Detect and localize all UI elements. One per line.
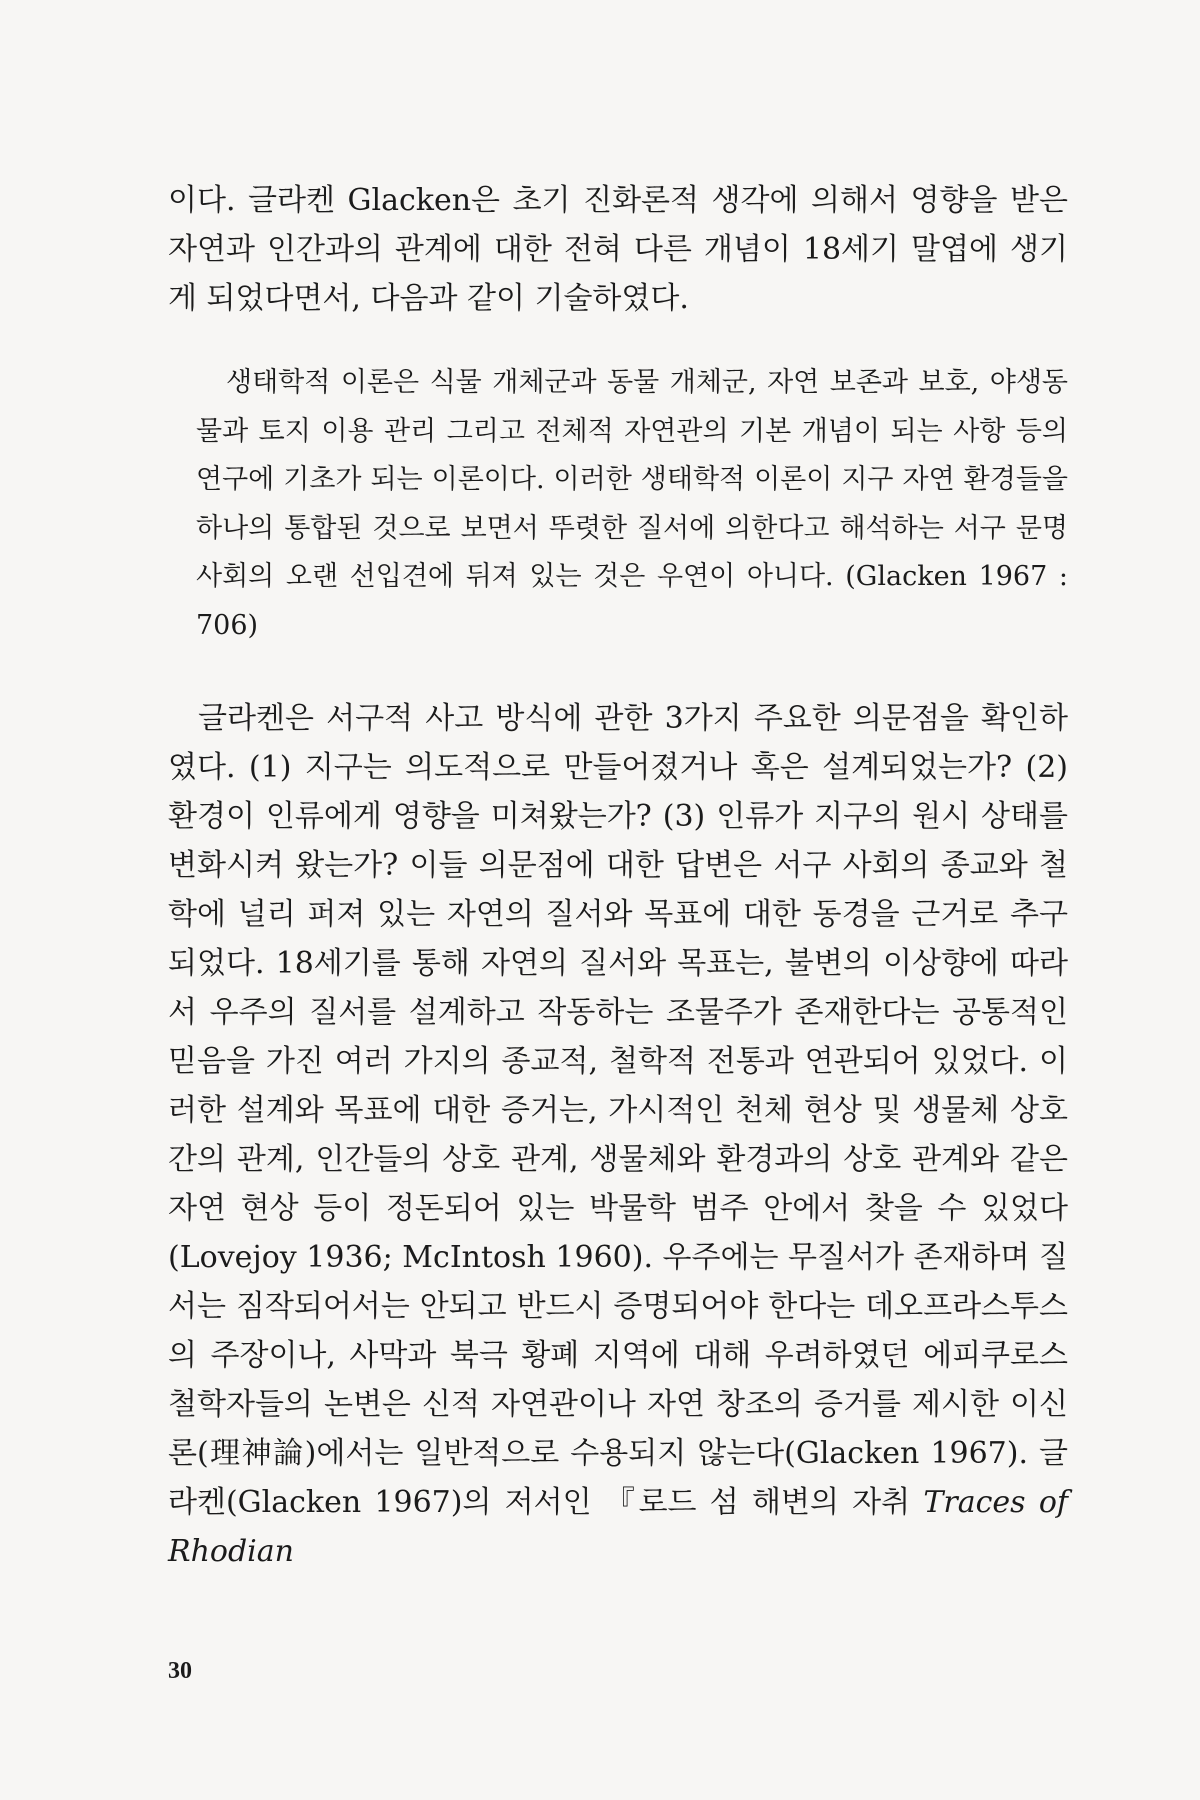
quote-indent <box>196 367 226 398</box>
block-quote <box>196 359 1068 650</box>
body-text: 글라켄은 서구적 사고 방식에 관한 3가지 주요한 의문점을 확인하였다. (1) 지구는 의도적으로 만들어졌거나 혹은 설계되었는가? (2) 환경이 인류에게 영향을 미쳐왔는가? (3) 인류가 지구의 원시 상태를 변화시켜 왔는가? 이들 의문점에 대한 답변은 서구 사회의 종교와 철학에 널리 퍼져 있는 자연의 질서와 목표에 대한 동경을 근거로 추구되었다. 18세기를 통해 자연의 질서와 목표는, 불변의 이상향에 따라서 우주의 질서를 설계하고 작동하는 조물주가 존재한다는 공통적인 믿음을 가진 여러 가지의 종교적, 철학적 전통과 연관되어 있었다. 이러한 설계와 목표에 대한 증거는, 가시적인 천체 현상 및 생물체 상호간의 관계, 인간들의 상호 관계, 생물체와 환경과의 상호 관계와 같은 자연 현상 등이 정돈되어 있는 박물학 범주 안에서 찾을 수 있었다(Lovejoy 1936; McIntosh 1960). 우주에는 무질서가 존재하며 질서는 짐작되어서는 안되고 반드시 증명되어야 한다는 데오프라스투스의 주장이나, 사막과 북극 황폐 지역에 대해 우려하였던 에피쿠로스 철학자들의 논변은 신적 자연관이나 자연 창조의 증거를 제시한 이신론(理神論)에서는 일반적으로 수용되지 않는다(Glacken 1967). 글라켄(Glacken 1967)의 저서인 『로드 섬 해변의 자취 <box>168 701 1068 1520</box>
page-number: 30 <box>168 1658 192 1684</box>
body-paragraph <box>168 694 1068 1576</box>
page-content <box>168 176 1068 1576</box>
book-title-italic: Traces of Rhodian <box>168 1485 1068 1569</box>
intro-paragraph: 이다. 글라켄 Glacken은 초기 진화론적 생각에 의해서 영향을 받은 자연과 인간과의 관계에 대한 전혀 다른 개념이 18세기 말엽에 생기게 되었다면서, 다음과 같이 기술하였다. <box>168 183 1068 316</box>
body-indent <box>168 701 198 736</box>
quote-text: 생태학적 이론은 식물 개체군과 동물 개체군, 자연 보존과 보호, 야생동물과 토지 이용 관리 그리고 전체적 자연관의 기본 개념이 되는 사항 등의 연구에 기초가 되는 이론이다. 이러한 생태학적 이론이 지구 자연 환경들을 하나의 통합된 것으로 보면서 뚜렷한 질서에 의한다고 해석하는 서구 문명 사회의 오랜 선입견에 뒤져 있는 것은 우연이 아니다. (Glacken 1967 : 706) <box>196 367 1068 641</box>
